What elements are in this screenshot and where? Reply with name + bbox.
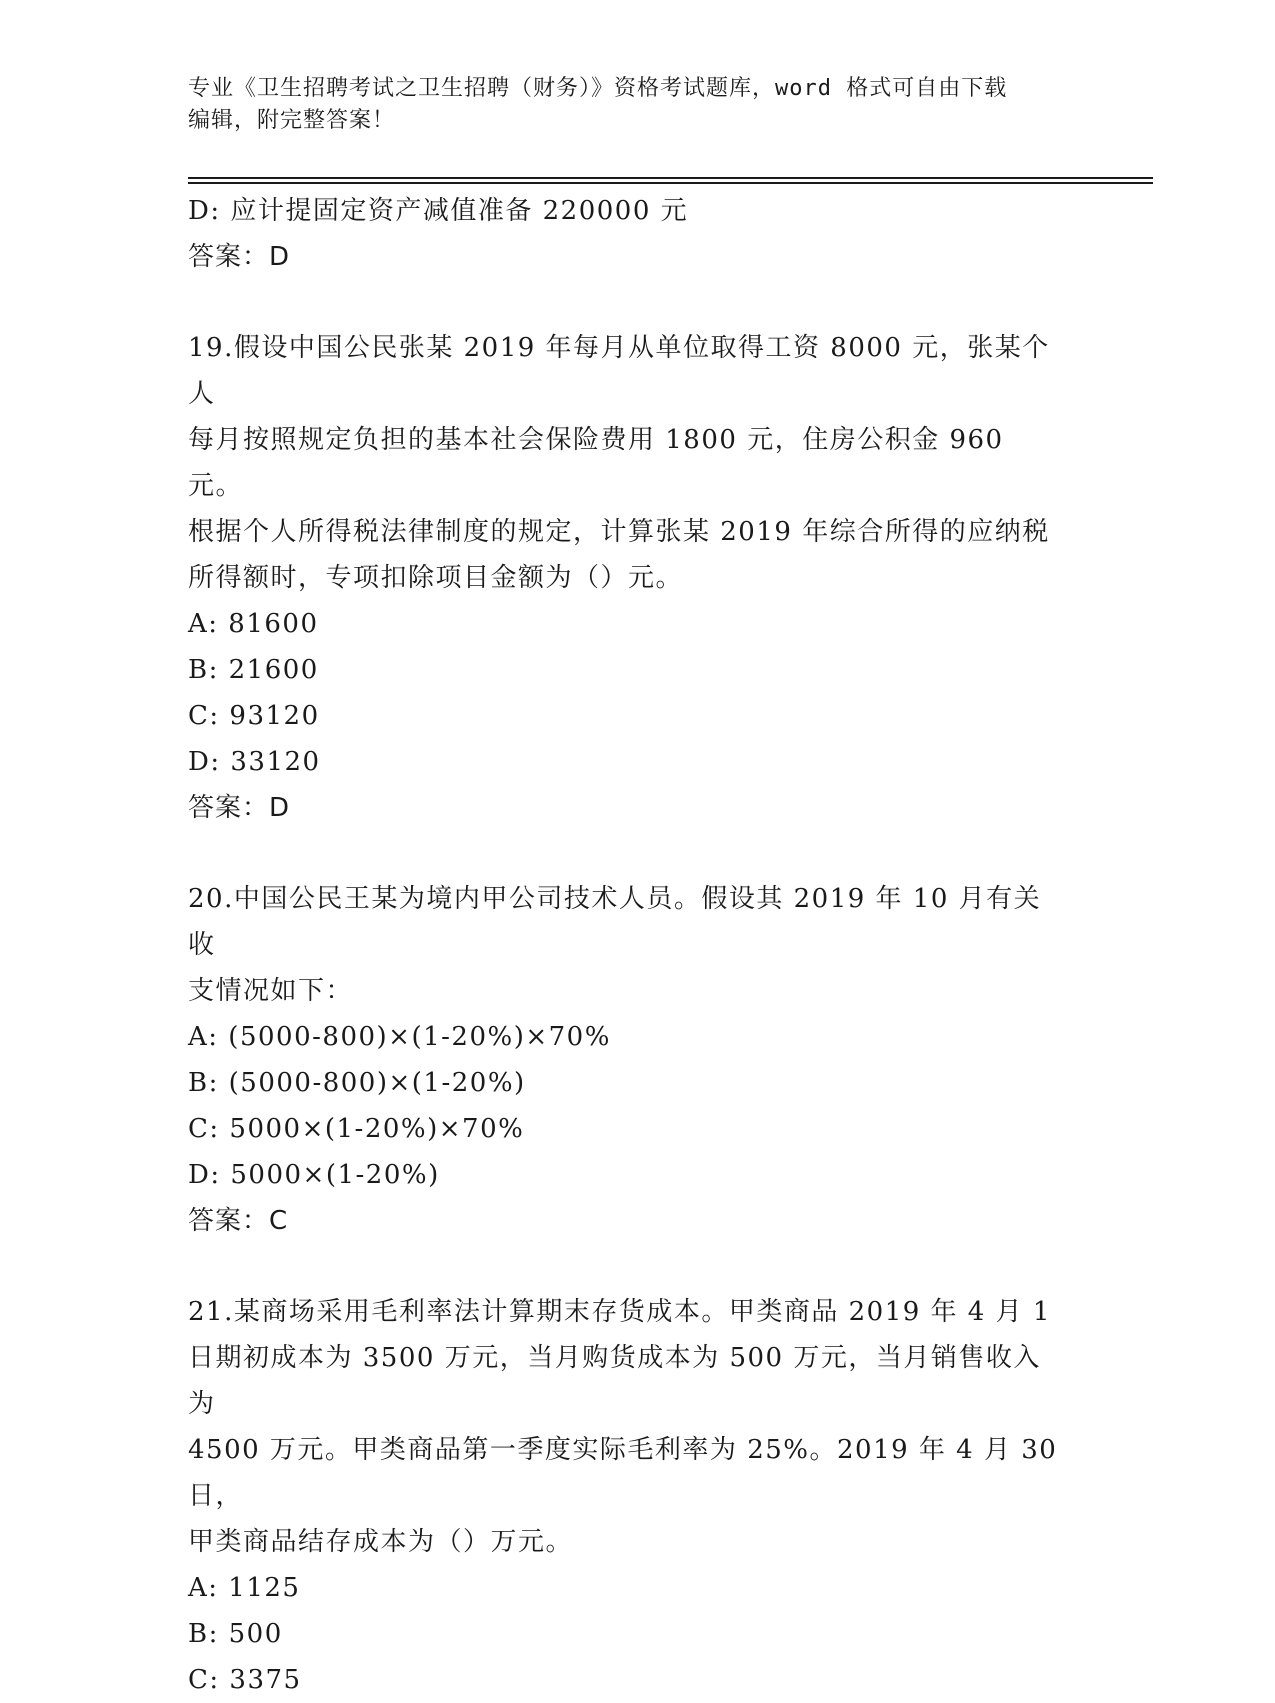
question-20-line-1: 20.中国公民王某为境内甲公司技术人员。假设其 2019 年 10 月有关收 bbox=[188, 884, 1042, 960]
question-19-line-3: 根据个人所得税法律制度的规定，计算张某 2019 年综合所得的应纳税 bbox=[188, 517, 1050, 547]
question-19-line-4: 所得额时，专项扣除项目金额为（）元。 bbox=[188, 563, 684, 593]
question-20-option-b: B: (5000-800)×(1-20%) bbox=[188, 1068, 526, 1098]
prev-answer: 答案：D bbox=[188, 242, 291, 272]
question-20-answer: 答案：C bbox=[188, 1206, 289, 1236]
spacer bbox=[188, 1244, 1068, 1289]
question-20-option-c: C: 5000×(1-20%)×70% bbox=[188, 1114, 525, 1144]
spacer bbox=[188, 831, 1068, 876]
question-21-option-b: B: 500 bbox=[188, 1619, 283, 1649]
question-19-option-c: C: 93120 bbox=[188, 701, 320, 731]
question-21-line-3: 4500 万元。甲类商品第一季度实际毛利率为 25%。2019 年 4 月 30 日， bbox=[188, 1435, 1058, 1511]
question-19-line-2: 每月按照规定负担的基本社会保险费用 1800 元，住房公积金 960 元。 bbox=[188, 425, 1004, 501]
header-note bbox=[188, 73, 1088, 137]
spacer bbox=[188, 280, 1068, 325]
question-21-option-a: A: 1125 bbox=[188, 1573, 301, 1603]
question-21 bbox=[188, 1289, 1068, 1703]
question-20 bbox=[188, 876, 1068, 1244]
prev-option-d: D: 应计提固定资产减值准备 220000 元 bbox=[188, 196, 689, 226]
header-rule-bottom bbox=[188, 182, 1153, 184]
question-20-line-2: 支情况如下： bbox=[188, 976, 354, 1006]
header-line-1: 专业《卫生招聘考试之卫生招聘（财务）》资格考试题库，word 格式可自由下载 bbox=[188, 76, 1008, 101]
question-20-option-a: A: (5000-800)×(1-20%)×70% bbox=[188, 1022, 611, 1052]
question-19 bbox=[188, 325, 1068, 831]
question-21-line-1: 21.某商场采用毛利率法计算期末存货成本。甲类商品 2019 年 4 月 1 bbox=[188, 1297, 1051, 1327]
question-19-option-b: B: 21600 bbox=[188, 655, 319, 685]
header-rule-top bbox=[188, 177, 1153, 179]
header-line-2: 编辑，附完整答案！ bbox=[188, 108, 396, 133]
question-19-option-a: A: 81600 bbox=[188, 609, 319, 639]
question-19-answer: 答案：D bbox=[188, 793, 291, 823]
question-21-line-4: 甲类商品结存成本为（）万元。 bbox=[188, 1527, 574, 1557]
question-19-option-d: D: 33120 bbox=[188, 747, 321, 777]
question-20-option-d: D: 5000×(1-20%) bbox=[188, 1160, 440, 1190]
document-content bbox=[188, 188, 1068, 1703]
question-21-line-2: 日期初成本为 3500 万元，当月购货成本为 500 万元，当月销售收入为 bbox=[188, 1343, 1041, 1419]
question-19-line-1: 19.假设中国公民张某 2019 年每月从单位取得工资 8000 元，张某个人 bbox=[188, 333, 1050, 409]
question-21-option-c: C: 3375 bbox=[188, 1665, 302, 1695]
